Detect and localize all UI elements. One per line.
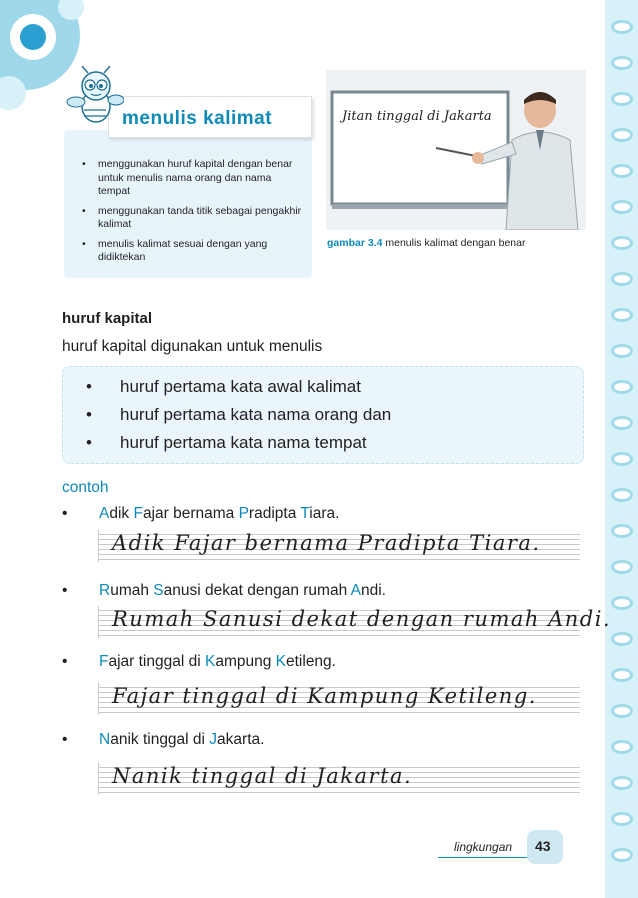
binding-ring: [611, 560, 633, 574]
capital-letter: P: [238, 505, 249, 522]
binding-ring: [611, 164, 633, 178]
example-sentence-text: [99, 731, 264, 749]
handwriting-text: Adik Fajar bernama Pradipta Tiara.: [112, 531, 541, 555]
example-sentence-text: [99, 653, 336, 671]
decor-circle: [58, 0, 84, 20]
list-item: • huruf pertama kata nama tempat: [82, 429, 391, 457]
binding-ring: [611, 452, 633, 466]
list-item: • menggunakan tanda titik sebagai pengakhir kalimat: [80, 205, 302, 232]
learning-goals-title: menulis kalimat: [122, 108, 273, 129]
bee-mascot-icon: [66, 66, 124, 126]
page-number: 43: [535, 838, 551, 854]
list-item: • menulis kalimat sesuai dengan yang didiktekan: [80, 238, 302, 265]
binding-ring: [611, 812, 633, 826]
sentence-fragment: iara.: [309, 505, 340, 522]
binding-ring: [611, 416, 633, 430]
binding-ring: [611, 20, 633, 34]
section-heading: huruf kapital: [62, 310, 153, 327]
teacher-whiteboard-illustration: [326, 70, 586, 230]
binding-ring: [611, 380, 633, 394]
sentence-fragment: ndi.: [360, 582, 386, 599]
bullet: •: [62, 653, 68, 670]
capital-letter: F: [133, 505, 143, 522]
binding-ring: [611, 56, 633, 70]
chapter-label: lingkungan: [454, 840, 513, 854]
capital-letter: S: [153, 582, 164, 599]
binding-ring: [611, 632, 633, 646]
binding-ring: [611, 92, 633, 106]
binding-ring: [611, 740, 633, 754]
binding-ring: [611, 668, 633, 682]
sentence-fragment: anik tinggal di: [110, 731, 210, 748]
capital-letter: R: [99, 582, 111, 599]
binding-ring: [611, 272, 633, 286]
example-sentence-text: [99, 505, 339, 523]
list-item: • menggunakan huruf kapital dengan benar untuk menulis nama orang dan nama tempat: [80, 158, 302, 199]
binding-ring: [611, 776, 633, 790]
sentence-fragment: radipta: [248, 505, 301, 522]
learning-goals-list: [80, 158, 302, 271]
capital-letter: A: [99, 505, 110, 522]
figure-caption-text: menulis kalimat dengan benar: [382, 237, 526, 249]
binding-ring: [611, 488, 633, 502]
capital-letter: N: [99, 731, 111, 748]
bullet: •: [62, 731, 68, 748]
list-item: • huruf pertama kata nama orang dan: [82, 401, 391, 429]
binding-ring: [611, 128, 633, 142]
figure-caption-label: gambar 3.4: [327, 237, 383, 249]
examples-label: contoh: [62, 479, 109, 496]
sentence-fragment: akarta.: [217, 731, 265, 748]
capital-letter: F: [99, 653, 109, 670]
bullet: •: [62, 582, 68, 599]
binding-ring: [611, 344, 633, 358]
binding-ring: [611, 524, 633, 538]
list-item: • huruf pertama kata awal kalimat: [82, 373, 391, 401]
binding-ring: [611, 200, 633, 214]
sentence-fragment: ajar bernama: [142, 505, 239, 522]
board-text: Jitan tinggal di Jakarta: [342, 109, 492, 124]
handwriting-text: Nanik tinggal di Jakarta.: [112, 764, 413, 788]
figure-caption: [327, 237, 525, 249]
sentence-fragment: ampung: [215, 653, 276, 670]
binding-ring: [611, 848, 633, 862]
binding-ring: [611, 704, 633, 718]
capital-letter: K: [204, 653, 216, 670]
sentence-fragment: dik: [109, 505, 134, 522]
capital-letter: K: [275, 653, 286, 670]
sentence-fragment: ajar tinggal di: [108, 653, 205, 670]
handwriting-text: Rumah Sanusi dekat dengan rumah Andi.: [112, 607, 612, 631]
sentence-fragment: umah: [110, 582, 154, 599]
capital-letter: A: [350, 582, 361, 599]
example-sentence-text: [99, 582, 386, 600]
section-intro: huruf kapital digunakan untuk menulis: [62, 338, 323, 355]
binding-ring: [611, 236, 633, 250]
decor-circle: [20, 24, 46, 50]
sentence-fragment: anusi dekat dengan rumah: [163, 582, 351, 599]
capital-letter: T: [300, 505, 310, 522]
binding-ring: [611, 596, 633, 610]
capital-letter: J: [209, 731, 218, 748]
handwriting-text: Fajar tinggal di Kampung Ketileng.: [112, 684, 537, 708]
bullet: •: [62, 505, 68, 522]
rules-list: [82, 373, 391, 457]
sentence-fragment: etileng.: [286, 653, 336, 670]
binding-ring: [611, 308, 633, 322]
